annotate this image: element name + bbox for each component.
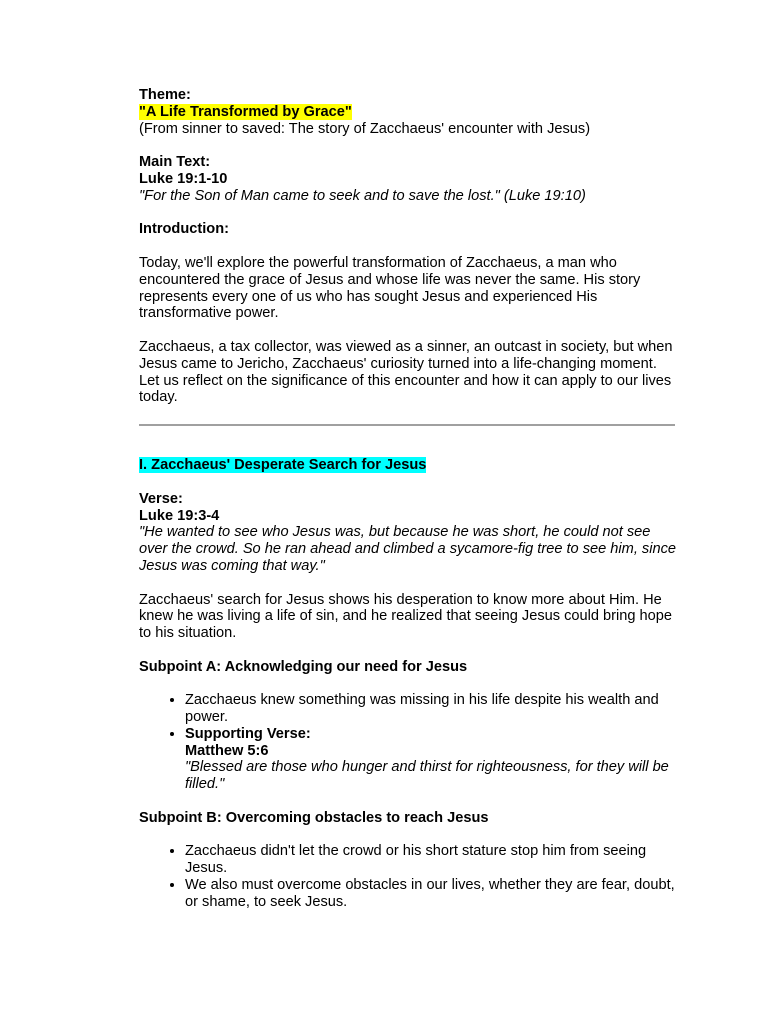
list-item	[185, 726, 679, 793]
verse-reference: Luke 19:3-4	[139, 507, 220, 524]
supporting-verse-reference: Matthew 5:6	[185, 742, 269, 759]
main-text-quote: "For the Son of Man came to seek and to save the lost." (Luke 19:10)	[139, 187, 586, 204]
verse-quote: "He wanted to see who Jesus was, but because he was short, he could not see over the crowd. So he ran ahead and climbed a sycamore-fig tree to see him, since Jesus was coming that way."	[139, 524, 677, 574]
supporting-verse-label: • Supporting Verse:	[185, 725, 311, 742]
section-heading: I. Zacchaeus' Desperate Search for Jesus	[139, 457, 427, 474]
subpoint-b-heading: Subpoint B: Overcoming obstacles to reach Jesus	[139, 809, 489, 826]
subpoint-a-heading: Subpoint A: Acknowledging our need for Jesus	[139, 658, 468, 675]
introduction-paragraph-1: Today, we'll explore the powerful transformation of Zacchaeus, a man who encountered the grace of Jesus and whose life was never the same. His story represents every one of us who has sought Jesus and experienced His transformative power.	[139, 254, 641, 322]
introduction-paragraph-2: Zacchaeus, a tax collector, was viewed as a sinner, an outcast in society, but when Jesus came to Jericho, Zacchaeus' curiosity turned into a life-changing moment. Let us reflect on the significance of this encounter and how it can apply to our lives today.	[139, 338, 673, 406]
subpoint-a-list	[139, 692, 679, 793]
main-text-label: Main Text:	[139, 154, 211, 171]
theme-title: "A Life Transformed by Grace"	[139, 103, 352, 120]
verse-label: Verse:	[139, 490, 183, 507]
theme-subtitle: (From sinner to saved: The story of Zacchaeus' encounter with Jesus)	[139, 120, 591, 137]
main-text-reference: Luke 19:1-10	[139, 170, 228, 187]
document-body	[139, 87, 679, 911]
section-paragraph: Zacchaeus' search for Jesus shows his desperation to know more about Him. He knew he was living a life of sin, and he realized that seeing Jesus could bring hope to his situation.	[139, 591, 672, 642]
theme-label: Theme:	[139, 87, 191, 103]
list-item: • Zacchaeus didn't let the crowd or his short stature stop him from seeing Jesus.	[185, 843, 679, 877]
list-item: • We also must overcome obstacles in our lives, whether they are fear, doubt, or shame, to seek Jesus.	[185, 877, 679, 911]
introduction-label: Introduction:	[139, 221, 229, 238]
supporting-verse-quote: "Blessed are those who hunger and thirst for righteousness, for they will be filled."	[185, 759, 669, 793]
subpoint-b-list	[139, 843, 679, 910]
list-item: • Zacchaeus knew something was missing in his life despite his wealth and power.	[185, 692, 679, 726]
